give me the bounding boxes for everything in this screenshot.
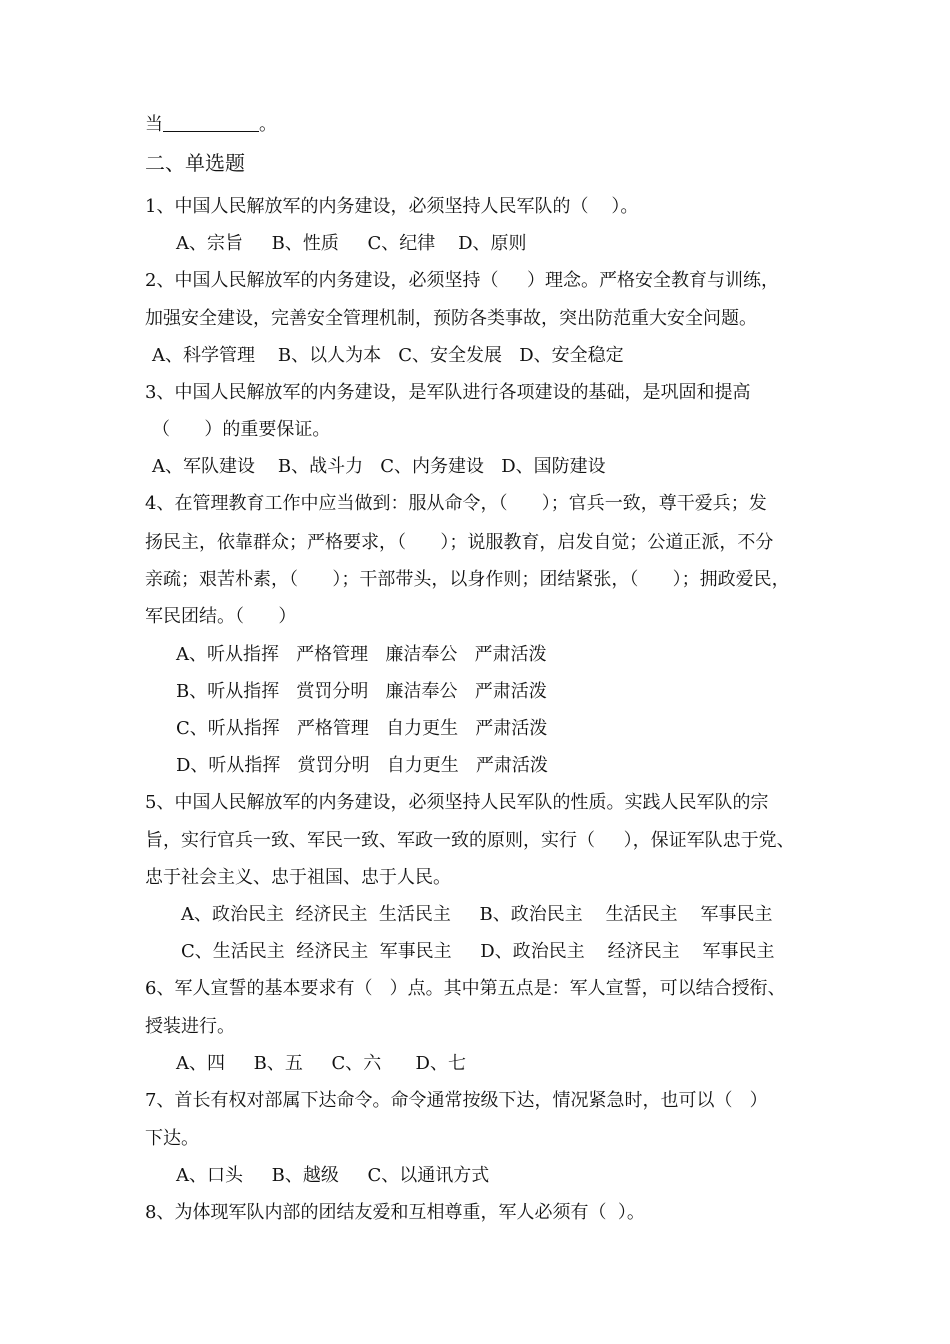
fill-blank-line: [145, 113, 277, 137]
question-8: 8、为体现军队内部的团结友爱和互相尊重，军人必须有（ ）。: [145, 1202, 645, 1223]
section-heading: 二、单选题: [145, 151, 245, 175]
question-7: 7、首长有权对部属下达命令。命令通常按级下达，情况紧急时，也可以（ ）: [145, 1090, 768, 1111]
question-4: 4、在管理教育工作中应当做到：服从命令，（ ）；官兵一致，尊干爱兵；发: [145, 493, 767, 514]
question-4-option-a: A、听从指挥 严格管理 廉洁奉公 严肃活泼: [176, 644, 547, 665]
line-text: 。: [259, 114, 277, 135]
question-3: 3、中国人民解放军的内务建设，是军队进行各项建设的基础，是巩固和提高: [145, 382, 751, 403]
question-4-option-c: C、听从指挥 严格管理 自力更生 严肃活泼: [176, 718, 548, 739]
question-5-cont: 忠于社会主义、忠于祖国、忠于人民。: [145, 867, 451, 888]
question-4-cont: 亲疏；艰苦朴素，（ ）；干部带头，以身作则；团结紧张，（ ）；拥政爱民，: [145, 569, 790, 590]
question-6-cont: 授装进行。: [145, 1016, 235, 1037]
question-2-options: A、科学管理 B、以人为本 C、安全发展 D、安全稳定: [152, 345, 624, 366]
question-1: 1、中国人民解放军的内务建设，必须坚持人民军队的（ ）。: [145, 196, 639, 217]
question-5-options-row2: C、生活民主 经济民主 军事民主 D、政治民主 经济民主 军事民主: [181, 941, 775, 962]
question-1-options: A、宗旨 B、性质 C、纪律 D、原则: [176, 233, 527, 254]
question-4-option-d: D、听从指挥 赏罚分明 自力更生 严肃活泼: [176, 755, 548, 776]
question-4-cont: 扬民主，依靠群众；严格要求，（ ）；说服教育，启发自觉；公道正派，不分: [145, 532, 774, 553]
question-7-options: A、口头 B、越级 C、以通讯方式: [176, 1165, 490, 1186]
question-7-cont: 下达。: [145, 1128, 199, 1149]
question-5-options-row1: A、政治民主 经济民主 生活民主 B、政治民主 生活民主 军事民主: [181, 904, 773, 925]
question-2: 2、中国人民解放军的内务建设，必须坚持（ ）理念。严格安全教育与训练，: [145, 270, 780, 291]
question-3-options: A、军队建设 B、战斗力 C、内务建设 D、国防建设: [152, 456, 606, 477]
question-4-option-b: B、听从指挥 赏罚分明 廉洁奉公 严肃活泼: [176, 681, 547, 702]
question-3-cont: （ ）的重要保证。: [152, 419, 331, 440]
question-5: 5、中国人民解放军的内务建设，必须坚持人民军队的性质。实践人民军队的宗: [145, 792, 769, 813]
question-4-cont: 军民团结。（ ）: [145, 606, 297, 627]
question-6: 6、军人宣誓的基本要求有（ ）点。其中第五点是：军人宣誓，可以结合授衔、: [145, 978, 786, 999]
line-text: 当: [145, 114, 163, 135]
answer-blank: [163, 113, 259, 132]
question-6-options: A、四 B、五 C、六 D、七: [176, 1053, 466, 1074]
question-2-cont: 加强安全建设，完善安全管理机制，预防各类事故，突出防范重大安全问题。: [145, 308, 757, 329]
question-5-cont: 旨，实行官兵一致、军民一致、军政一致的原则，实行（ ），保证军队忠于党、: [145, 830, 795, 851]
